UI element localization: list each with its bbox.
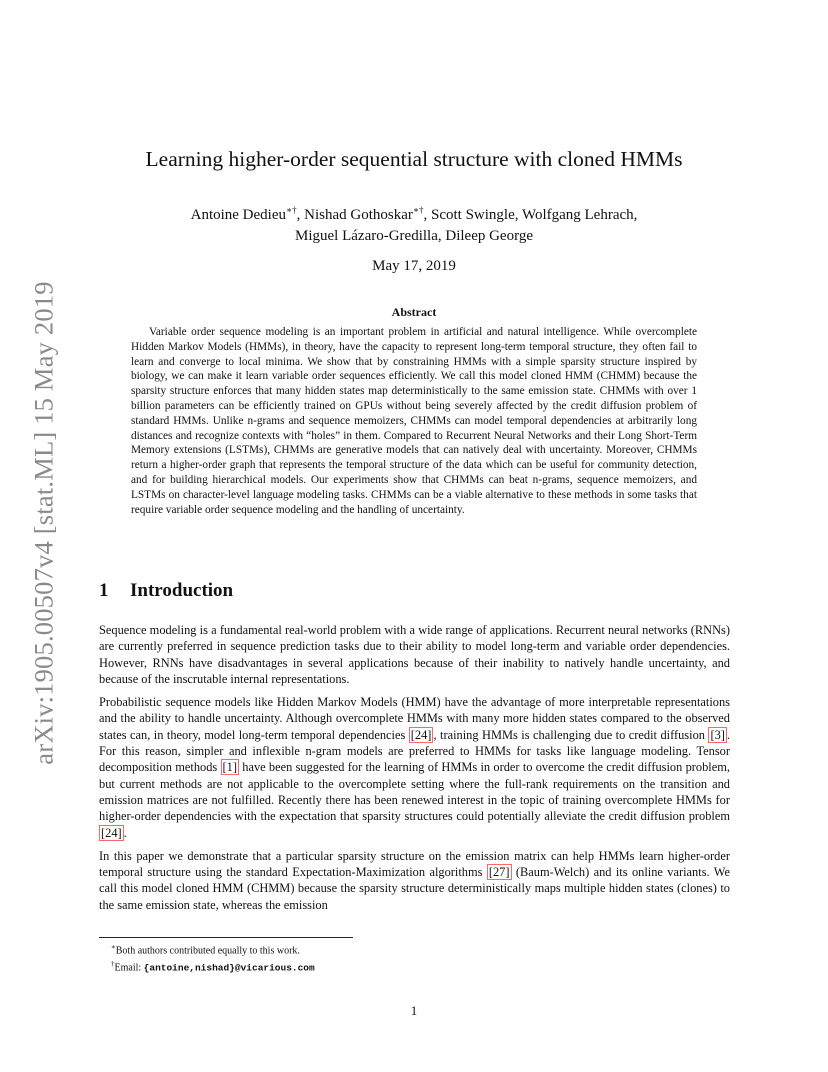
text-run: Probabilistic sequence models like Hidden Markov Models (HMM) have the advantage of more interpretable representations and the ability to handle uncertainty. Although overcomplete HMMs with many more hidden states compared to the observed states can, in theory, model long-term temporal dependencies bbox=[99, 695, 730, 742]
text-run: (Baum-Welch) and its online variants. We call this model cloned HMM (CHMM) because the sparsity structure deterministically maps multiple hidden states (clones) to the same emission state, whereas the emission bbox=[99, 865, 730, 912]
paper-title: Learning higher-order sequential structure with cloned HMMs bbox=[145, 147, 683, 171]
paragraph-3 bbox=[99, 848, 730, 913]
author-line-1 bbox=[0, 200, 828, 226]
footnote-text: Both authors contributed equally to this work. bbox=[115, 945, 300, 957]
text-run: have been suggested for the learning of HMMs in order to overcome the credit diffusion problem, but current methods are not applicable to the overcomplete setting where the full-rank requirements on the transition and emission matrices are not fulfilled. Recently there has been renewed interest in the topic of training overcomplete HMMs for higher-order dependencies with the expectation that sparsity structures could potentially alleviate the credit diffusion problem bbox=[99, 760, 730, 824]
text-run: , training HMMs is challenging due to credit diffusion bbox=[433, 727, 709, 742]
author-names: , Scott Swingle, Wolfgang Lehrach, bbox=[423, 207, 638, 223]
section-number: 1 bbox=[99, 580, 109, 601]
citation-link[interactable]: [24] bbox=[101, 825, 122, 840]
email-address: {antoine,nishad}@vicarious.com bbox=[143, 962, 315, 974]
footnotes bbox=[111, 941, 315, 975]
paragraph-2 bbox=[99, 694, 730, 841]
footnote-mark: † bbox=[111, 959, 115, 968]
citation-link[interactable]: [27] bbox=[488, 865, 510, 880]
paper-date: May 17, 2019 bbox=[372, 258, 456, 274]
author-line-2: Miguel Lázaro-Gredilla, Dileep George bbox=[295, 228, 533, 244]
author-mark: ∗† bbox=[286, 205, 297, 215]
author-list bbox=[0, 200, 828, 247]
author-name: , Nishad Gothoskar bbox=[296, 207, 413, 223]
arxiv-id-text: arXiv:1905.00507v4 [stat.ML] 15 May 2019 bbox=[28, 280, 59, 765]
text-run: . For this reason, simpler and inflexible n-gram models are preferred to HMMs for tasks like language modeling. Tensor decomposition methods bbox=[99, 727, 730, 775]
main-text bbox=[99, 622, 730, 920]
arxiv-side-stamp bbox=[24, 270, 64, 775]
footnote-1 bbox=[111, 941, 315, 958]
page-number: 1 bbox=[410, 1003, 418, 1018]
paragraph-1: Sequence modeling is a fundamental real-world problem with a wide range of applications. Recurrent neural networks (RNNs) are currently preferred in sequence prediction tasks due to their ability to model long-term and variable order dependencies. However, RNNs have disadvantages in several applications because of their inability to natively handle uncertainty, and because of the inscrutable internal representations. bbox=[99, 623, 730, 686]
author-mark: ∗† bbox=[412, 205, 424, 215]
footnote-2 bbox=[111, 958, 315, 975]
author-name: Antoine Dedieu bbox=[190, 207, 286, 223]
text-run: . bbox=[123, 825, 127, 840]
text-run: In this paper we demonstrate that a particular sparsity structure on the emission matrix can help HMMs learn higher-order temporal structure using the standard Expectation-Maximization algorithms bbox=[99, 848, 730, 880]
citation-link[interactable]: [1] bbox=[222, 760, 237, 775]
footnote-text: Email: bbox=[114, 962, 144, 974]
citation-link[interactable]: [3] bbox=[710, 727, 725, 742]
abstract-heading: Abstract bbox=[391, 305, 437, 319]
abstract-body bbox=[131, 325, 697, 517]
section-heading bbox=[99, 580, 233, 602]
footnote-mark: ∗ bbox=[111, 943, 116, 951]
citation-link[interactable]: [24] bbox=[410, 727, 432, 742]
footnote-divider bbox=[99, 937, 353, 938]
section-title: Introduction bbox=[130, 580, 234, 601]
abstract-text: Variable order sequence modeling is an important problem in artificial and natural intelligence. While overcomplete Hidden Markov Models (HMMs), in theory, have the capacity to represent long-term temporal structure, they often fail to learn and converge to local minima. We show that by constraining HMMs with a simple sparsity structure inspired by biology, we can make it learn variable order sequences efficiently. We call this model cloned HMM (CHMM) because the sparsity structure enforces that many hidden states map deterministically to the same emission state. CHMMs with over 1 billion parameters can be efficiently trained on GPUs without being severely affected by the credit diffusion problem of standard HMMs. Unlike n-grams and sequence memoizers, CHMMs can model temporal dependencies at arbitrarily long distances and recognize contexts with “holes” in them. Compared to Recurrent Neural Networks and their Long Short-Term Memory extensions (LSTMs), CHMMs are generative models that can natively deal with uncertainty. Moreover, CHMMs return a higher-order graph that represents the temporal structure of the data which can be useful for community detection, and for building hierarchical models. Our experiments show that CHMMs can beat n-grams, sequence memoizers, and LSTMs on character-level language modeling tasks. CHMMs can be a viable alternative to these methods in some tasks that require variable order sequence modeling and the handling of uncertainty. bbox=[131, 326, 697, 516]
